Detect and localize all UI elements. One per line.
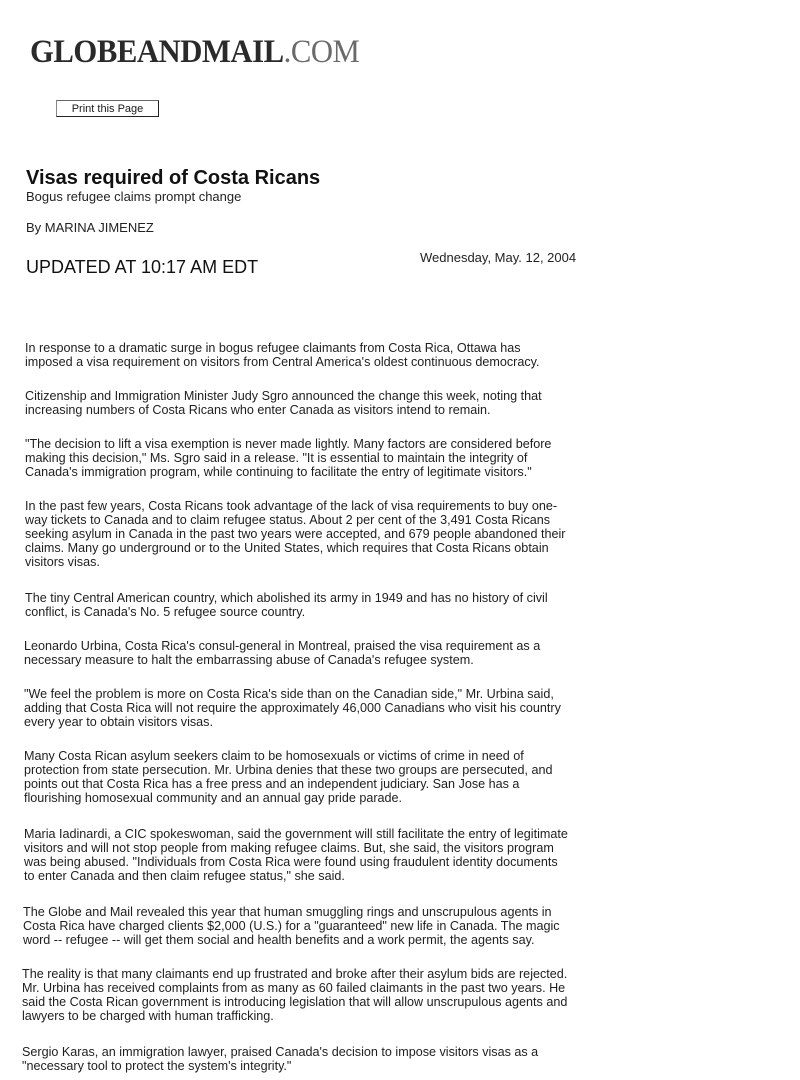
paragraph-line: "The decision to lift a visa exemption is never made lightly. Many factors are considered before [25, 437, 552, 451]
paragraph-line: Leonardo Urbina, Costa Rica's consul-general in Montreal, praised the visa requirement as a [24, 639, 541, 653]
paragraph-line: "necessary tool to protect the system's integrity." [22, 1059, 292, 1073]
paragraph-line: seeking asylum in Canada in the past two years were accepted, and 679 people abandoned their [25, 527, 566, 541]
paragraph-line: was being abused. "Individuals from Costa Rica were found using fraudulent identity documents [24, 855, 558, 869]
paragraph-line: making this decision," Ms. Sgro said in a release. "It is essential to maintain the integrity of [25, 451, 528, 465]
paragraph-line: flourishing homosexual community and an annual gay pride parade. [24, 791, 403, 805]
paragraph-line: conflict, is Canada's No. 5 refugee source country. [25, 605, 306, 619]
paragraph-line: increasing numbers of Costa Ricans who enter Canada as visitors intend to remain. [25, 403, 491, 417]
paragraph-line: imposed a visa requirement on visitors from Central America's oldest continuous democracy. [25, 355, 540, 369]
article-title: Visas required of Costa Ricans [26, 167, 321, 189]
paragraph-line: lawyers to be charged with human trafficking. [22, 1009, 274, 1023]
paragraph-line: visitors and will not stop people from making refugee claims. But, she said, the visitors program [24, 841, 554, 855]
article-paragraph [25, 437, 551, 479]
paragraph-line: visitors visas. [25, 555, 100, 569]
logo-suffix: .COM [283, 34, 360, 70]
paragraph-line: The reality is that many claimants end up frustrated and broke after their asylum bids are rejected. [22, 967, 568, 981]
paragraph-line: every year to obtain visitors visas. [24, 715, 213, 729]
article-paragraph [25, 499, 566, 569]
paragraph-line: Costa Rica have charged clients $2,000 (U.S.) for a "guaranteed" new life in Canada. The magic [23, 919, 560, 933]
site-logo [30, 34, 359, 71]
paragraph-line: Citizenship and Immigration Minister Judy Sgro announced the change this week, noting that [25, 389, 542, 403]
article-paragraph [24, 749, 553, 805]
paragraph-line: protection from state persecution. Mr. Urbina denies that these two groups are persecuted, and [24, 763, 553, 777]
updated-time: UPDATED AT 10:17 AM EDT [26, 257, 259, 277]
paragraph-line: way tickets to Canada and to claim refugee status. About 2 per cent of the 3,491 Costa Ricans [25, 513, 551, 527]
article-paragraph [24, 687, 561, 729]
paragraph-line: The tiny Central American country, which abolished its army in 1949 and has no history of civil [25, 591, 548, 605]
article-paragraph [22, 967, 567, 1023]
article-paragraph [25, 591, 548, 619]
article-paragraph [24, 827, 568, 883]
paragraph-line: adding that Costa Rica will not require the approximately 46,000 Canadians who visit his country [24, 701, 561, 715]
article-paragraph [25, 389, 542, 417]
article-paragraph [22, 1045, 538, 1073]
paragraph-line: to enter Canada and then claim refugee status," she said. [24, 869, 345, 883]
paragraph-line: "We feel the problem is more on Costa Rica's side than on the Canadian side," Mr. Urbina said, [24, 687, 554, 701]
article-byline: By MARINA JIMENEZ [26, 220, 154, 235]
logo-main: GLOBEANDMAIL [30, 34, 284, 70]
paragraph-line: word -- refugee -- will get them social and health benefits and a work permit, the agents say. [23, 933, 535, 947]
paragraph-line: Maria Iadinardi, a CIC spokeswoman, said the government will still facilitate the entry of legitimate [24, 827, 568, 841]
article-paragraph [23, 905, 560, 947]
article-paragraph [25, 341, 540, 369]
paragraph-line: Sergio Karas, an immigration lawyer, praised Canada's decision to impose visitors visas as a [22, 1045, 539, 1059]
print-page-button[interactable]: Print this Page [56, 100, 159, 117]
paragraph-line: said the Costa Rican government is introducing legislation that will allow unscrupulous agents and [22, 995, 568, 1009]
paragraph-line: necessary measure to halt the embarrassing abuse of Canada's refugee system. [24, 653, 474, 667]
article-paragraph [24, 639, 540, 667]
paragraph-line: Canada's immigration program, while continuing to facilitate the entry of legitimate visitors." [25, 465, 532, 479]
article-subtitle: Bogus refugee claims prompt change [26, 189, 242, 204]
paragraph-line: Many Costa Rican asylum seekers claim to be homosexuals or victims of crime in need of [24, 749, 524, 763]
paragraph-line: Mr. Urbina has received complaints from as many as 60 failed claimants in the past two years. He [22, 981, 566, 995]
paragraph-line: The Globe and Mail revealed this year that human smuggling rings and unscrupulous agents in [23, 905, 552, 919]
paragraph-line: claims. Many go underground or to the United States, which requires that Costa Ricans obtain [25, 541, 549, 555]
paragraph-line: points out that Costa Rica has a free press and an independent judiciary. San Jose has a [24, 777, 520, 791]
paragraph-line: In response to a dramatic surge in bogus refugee claimants from Costa Rica, Ottawa has [25, 341, 521, 355]
paragraph-line: In the past few years, Costa Ricans took advantage of the lack of visa requirements to buy one- [25, 499, 558, 513]
article-date: Wednesday, May. 12, 2004 [420, 250, 577, 265]
